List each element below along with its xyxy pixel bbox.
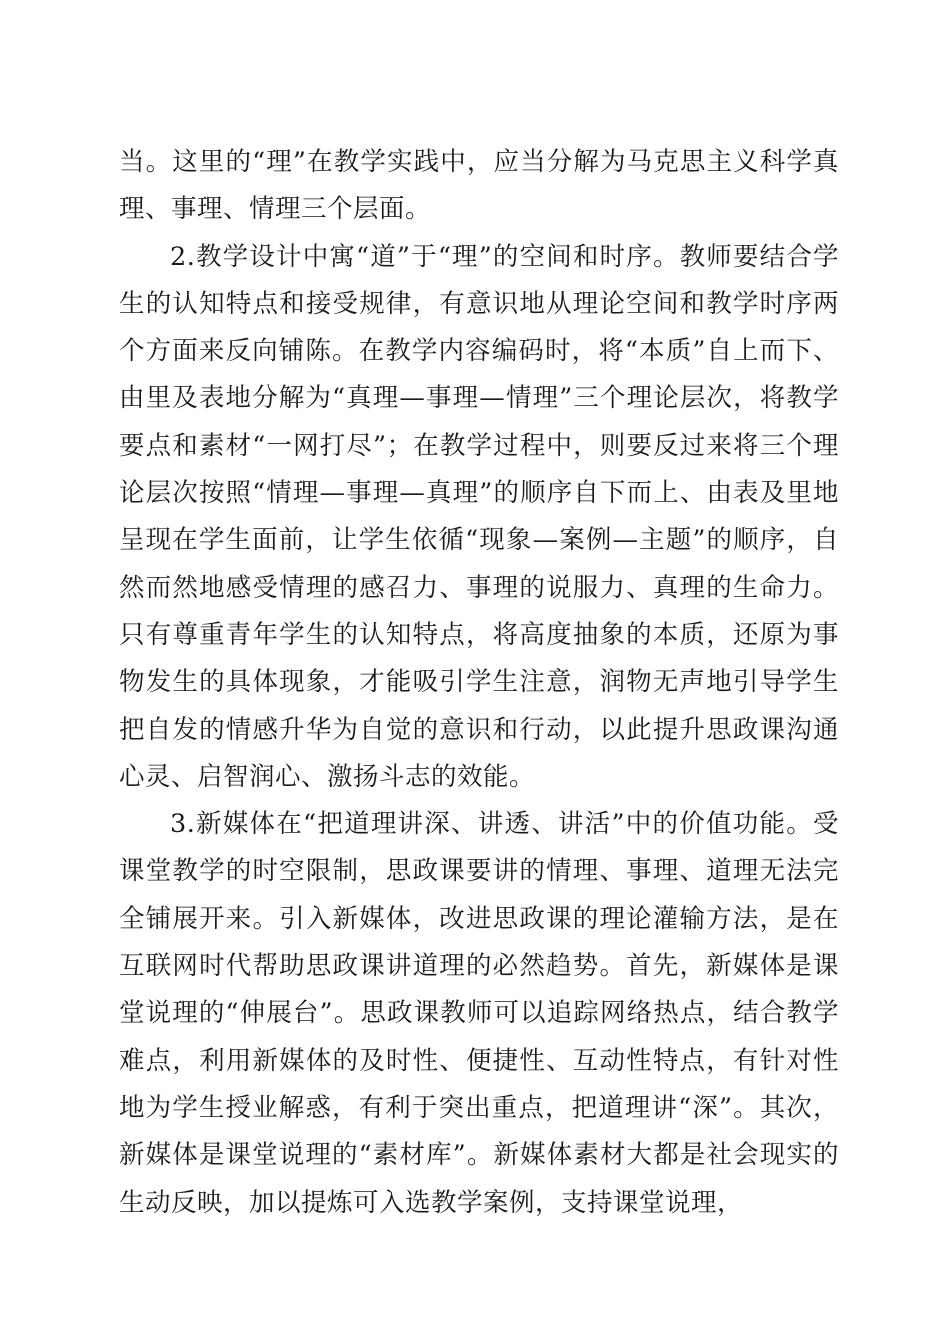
- paragraph-section-2: 2.教学设计中寓“道”于“理”的空间和时序。教师要结合学生的认知特点和接受规律，有意识地从理论空间和教学时序两个方面来反向铺陈。在教学内容编码时，将“本质”自上而下、由里及表地分解为“真理—事理—情理”三个理论层次，将教学要点和素材“一网打尽”；在教学过程中，则要反过来将三个理论层次按照“情理—事理—真理”的顺序自下而上、由表及里地呈现在学生面前，让学生依循“现象—案例—主题”的顺序，自然而然地感受情理的感召力、事理的说服力、真理的生命力。只有尊重青年学生的认知特点，将高度抽象的本质，还原为事物发生的具体现象，才能吸引学生注意，润物无声地引导学生把自发的情感升华为自觉的意识和行动，以此提升思政课沟通心灵、启智润心、激扬斗志的效能。: [119, 241, 839, 792]
- paragraph-section-3: 3.新媒体在“把道理讲深、讲透、讲活”中的价值功能。受课堂教学的时空限制，思政课要讲的情理、事理、道理无法完全铺展开来。引入新媒体，改进思政课的理论灌输方法，是在互联网时代帮助思政课讲道理的必然趋势。首先，新媒体是课堂说理的“伸展台”。思政课教师可以追踪网络热点，结合教学难点，利用新媒体的及时性、便捷性、互动性特点，有针对性地为学生授业解惑，有利于突出重点，把道理讲“深”。其次，新媒体是课堂说理的“素材库”。新媒体素材大都是社会现实的生动反映，加以提炼可入选教学案例，支持课堂说理，: [119, 809, 839, 1218]
- body-text: [119, 139, 839, 1227]
- paragraph-continuation: 当。这里的“理”在教学实践中，应当分解为马克思主义科学真理、事理、情理三个层面。: [119, 147, 839, 225]
